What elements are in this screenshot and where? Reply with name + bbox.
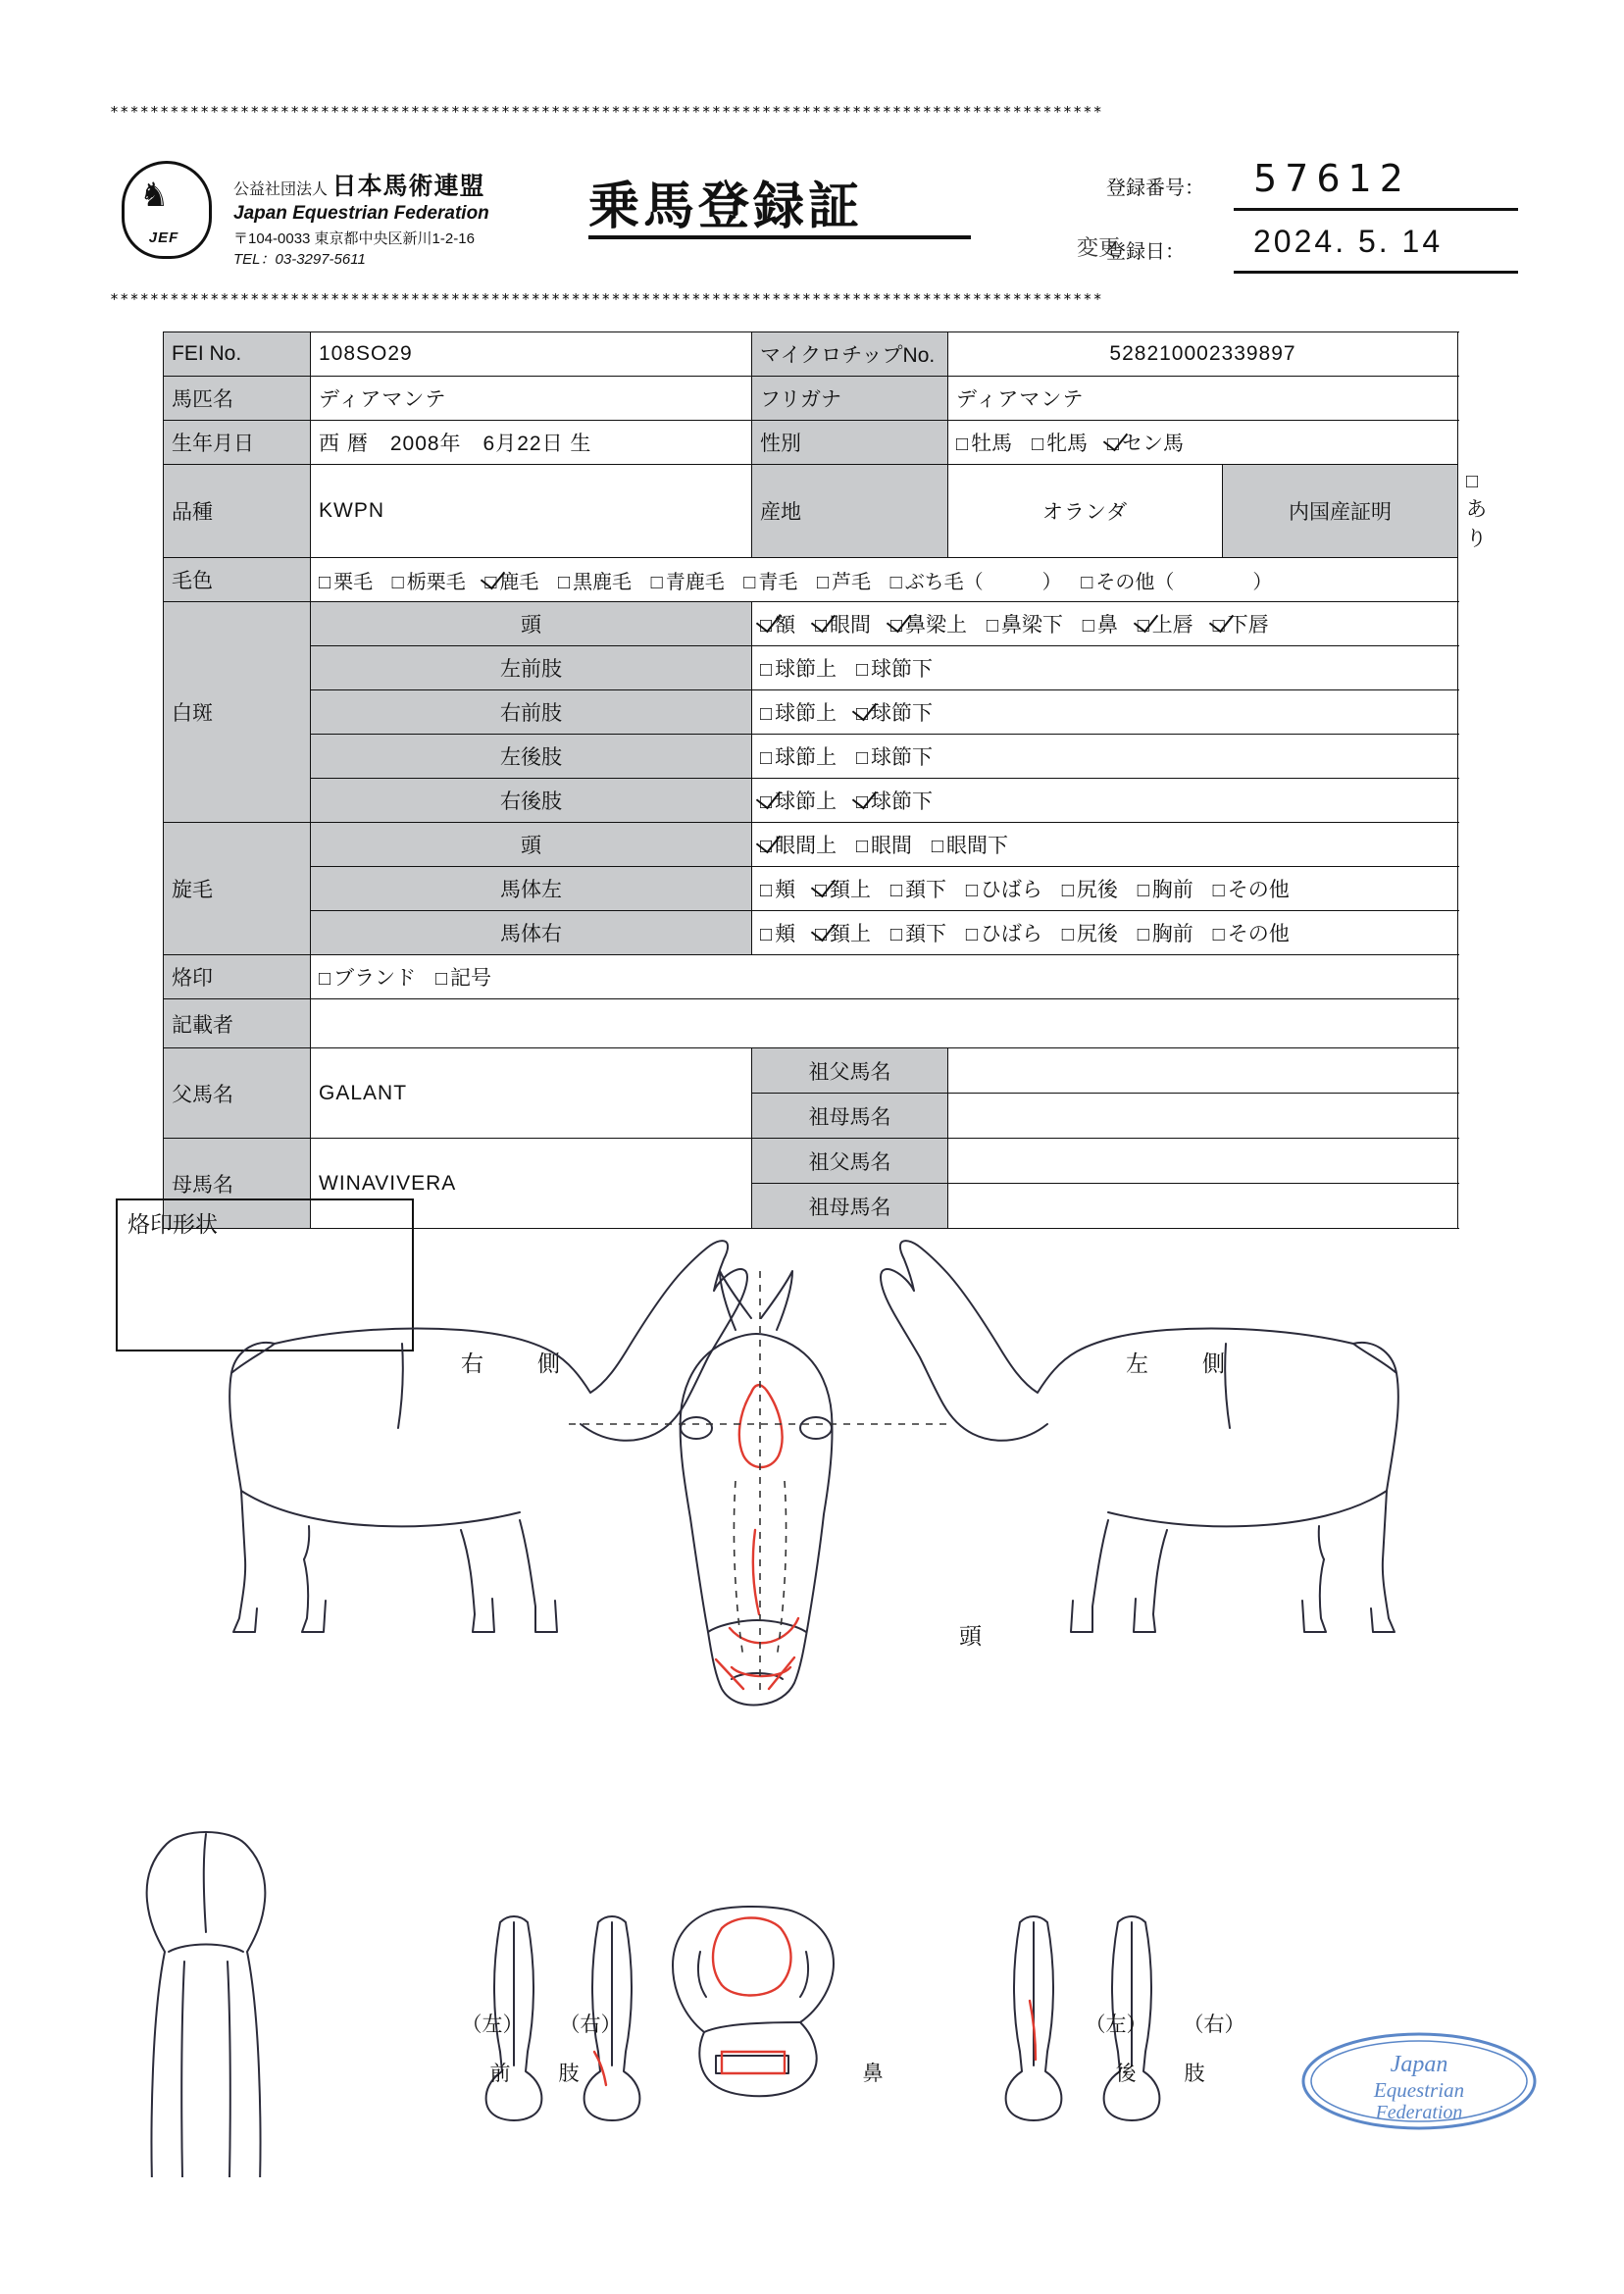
brand-option-symbol[interactable]: □ 記号: [434, 967, 492, 990]
sex-option-stallion[interactable]: □ 牡馬: [956, 433, 1013, 455]
svg-text:Federation: Federation: [1375, 2102, 1463, 2123]
dotted-rule-top: ***************************************************************************************************: [110, 103, 1103, 121]
table-row-brand: [164, 955, 1458, 999]
white-head-hitai[interactable]: □ 額: [760, 614, 796, 637]
registration-number-underline: [1234, 208, 1518, 211]
dam-granddam-label: 祖母馬名: [752, 1184, 948, 1229]
brand-option-brand[interactable]: □ ブランド: [319, 967, 417, 990]
white-row-lf: [164, 646, 1458, 690]
hind-limb-label: 後 肢: [1115, 2063, 1219, 2085]
horse-icon: ♞: [139, 177, 170, 214]
white-rf-below[interactable]: □ 球節下: [855, 702, 934, 725]
whorl-head-above-eyes[interactable]: □ 眼間上: [760, 835, 837, 857]
brand-options: [311, 955, 1458, 999]
whorl-left-cheek[interactable]: □ 頬: [760, 879, 796, 901]
sire-granddam-label: 祖母馬名: [752, 1094, 948, 1139]
whorl-row-head: [164, 823, 1458, 867]
sex-option-gelding[interactable]: □ セン馬: [1106, 433, 1184, 455]
whorl-right-neck-lower[interactable]: □ 頚下: [889, 923, 946, 945]
dam-grandsire-label: 祖父馬名: [752, 1139, 948, 1184]
table-row-dam-gs: [164, 1139, 1458, 1184]
coat-color-label: 毛色: [164, 558, 311, 602]
coat-option-buchige[interactable]: □ ぶち毛（ ）: [889, 571, 1062, 593]
white-part-right-hind: 右後肢: [311, 779, 752, 823]
dam-label: 母馬名: [164, 1139, 311, 1229]
coat-option-ashige[interactable]: □ 芦毛: [816, 571, 872, 593]
dotted-rule-bottom: ***************************************************************************************************: [110, 290, 1103, 308]
white-rf-options: [752, 690, 1458, 735]
whorl-left-neck-lower[interactable]: □ 頚下: [889, 879, 946, 901]
sex-options: [948, 421, 1458, 465]
coat-option-kurige[interactable]: □ 栗毛: [319, 571, 374, 593]
white-row-head: [164, 602, 1458, 646]
org-name-en: Japan Equestrian Federation: [233, 203, 489, 224]
table-row-coat: [164, 558, 1458, 602]
white-head-kashin[interactable]: □ 下唇: [1212, 614, 1269, 637]
dam-grandsire-value: [948, 1139, 1458, 1184]
white-rh-above[interactable]: □ 球節上: [760, 790, 837, 813]
sex-label: 性別: [752, 421, 948, 465]
jef-logo: [116, 157, 214, 255]
white-part-head: 頭: [311, 602, 752, 646]
brand-shape-label: 烙印形状: [127, 1211, 218, 1237]
breed-label: 品種: [164, 465, 311, 558]
furigana-label: フリガナ: [752, 377, 948, 421]
whorl-part-head: 頭: [311, 823, 752, 867]
org-prefix: 公益社団法人: [233, 181, 329, 198]
coat-option-kurokage[interactable]: □ 黒鹿毛: [557, 571, 633, 593]
whorl-part-body-right: 馬体右: [311, 911, 752, 955]
whorl-head-below-eyes[interactable]: □ 眼間下: [931, 835, 1008, 857]
whorl-left-other[interactable]: □ その他: [1212, 879, 1290, 901]
head-diagram-label: 頭: [959, 1623, 982, 1649]
white-head-biryo-shita[interactable]: □ 鼻梁下: [986, 614, 1063, 637]
domestic-certificate-label: 内国産証明: [1223, 465, 1458, 558]
org-tel: TEL：03-3297-5611: [233, 251, 366, 268]
horse-name-value: ディアマンテ: [311, 377, 752, 421]
nose-label: 鼻: [862, 2063, 884, 2085]
whorl-right-other[interactable]: □ その他: [1212, 923, 1290, 945]
jef-stamp: [1296, 2028, 1542, 2134]
whorl-right-cheek[interactable]: □ 頬: [760, 923, 796, 945]
whorl-right-chest[interactable]: □ 胸前: [1137, 923, 1193, 945]
left-side-label: 左 側: [1126, 1351, 1241, 1376]
white-lh-options: [752, 735, 1458, 779]
hind-left-label: （左）: [1085, 2014, 1147, 2036]
birth-label: 生年月日: [164, 421, 311, 465]
table-row-sire-gs: [164, 1048, 1458, 1094]
org-address: 〒104-0033 東京都中央区新川1-2-16: [233, 230, 475, 247]
white-row-rf: [164, 690, 1458, 735]
writer-label: 記載者: [164, 999, 311, 1048]
white-row-rh: [164, 779, 1458, 823]
whorl-head-between-eyes[interactable]: □ 眼間: [855, 835, 913, 857]
hind-right-label: （右）: [1183, 2014, 1245, 2036]
whorl-left-rear[interactable]: □ 尻後: [1061, 879, 1118, 901]
front-left-label: （左）: [461, 2014, 524, 2036]
title-underline: [588, 235, 971, 239]
whorl-row-left: [164, 867, 1458, 911]
white-part-left-hind: 左後肢: [311, 735, 752, 779]
logo-text: JEF: [148, 229, 179, 246]
whorl-right-rear[interactable]: □ 尻後: [1061, 923, 1118, 945]
furigana-value: ディアマンテ: [948, 377, 1458, 421]
horse-name-label: 馬匹名: [164, 377, 311, 421]
table-row-breed: [164, 465, 1458, 558]
sex-option-mare[interactable]: □ 牝馬: [1031, 433, 1089, 455]
whorl-left-chest[interactable]: □ 胸前: [1137, 879, 1193, 901]
whorl-part-body-left: 馬体左: [311, 867, 752, 911]
white-markings-label: 白斑: [164, 602, 311, 823]
white-head-biryo-ue[interactable]: □ 鼻梁上: [889, 614, 967, 637]
whorl-row-right: [164, 911, 1458, 955]
origin-label: 産地: [752, 465, 948, 558]
registration-date-value: 2024. 5. 14: [1253, 224, 1444, 259]
white-lf-options: [752, 646, 1458, 690]
white-part-left-fore: 左前肢: [311, 646, 752, 690]
registration-number-label: 登録番号：: [1106, 178, 1204, 199]
coat-option-aoge[interactable]: □ 青毛: [743, 571, 798, 593]
page-title: 乗馬登録証: [588, 178, 864, 235]
front-limb-label: 前 肢: [489, 2063, 593, 2085]
microchip-label: マイクロチップNo.: [752, 332, 948, 377]
white-head-gankan[interactable]: □ 眼間: [814, 614, 872, 637]
coat-option-aokage[interactable]: □ 青鹿毛: [650, 571, 725, 593]
fei-no-label: FEI No.: [164, 332, 311, 377]
table-row-fei: [164, 332, 1458, 377]
svg-text:Equestrian: Equestrian: [1373, 2078, 1465, 2102]
fei-no-value: 108SO29: [311, 332, 752, 377]
origin-value: オランダ: [948, 465, 1223, 558]
whorl-right-neck-upper[interactable]: □ 頚上: [814, 923, 872, 945]
front-right-label: （右）: [559, 2014, 622, 2036]
white-row-lh: [164, 735, 1458, 779]
right-side-label: 右 側: [461, 1351, 576, 1376]
breed-value: KWPN: [311, 465, 752, 558]
coat-color-options: [311, 558, 1458, 602]
whorl-head-options: [752, 823, 1458, 867]
coat-option-other[interactable]: □ その他（ ）: [1081, 571, 1273, 593]
sire-grandsire-label: 祖父馬名: [752, 1048, 948, 1094]
white-head-hana[interactable]: □ 鼻: [1082, 614, 1118, 637]
change-mark: 変更: [1077, 235, 1121, 260]
organization-block: [233, 167, 489, 269]
white-head-jowshin[interactable]: □ 上唇: [1137, 614, 1193, 637]
sire-value: GALANT: [311, 1048, 752, 1139]
whorl-left-options: [752, 867, 1458, 911]
registration-number-value: 57612: [1253, 157, 1411, 200]
brand-label: 烙印: [164, 955, 311, 999]
whorl-label: 旋毛: [164, 823, 311, 955]
writer-value: [311, 999, 1458, 1048]
sire-granddam-value: [948, 1094, 1458, 1139]
white-lf-above[interactable]: □ 球節上: [760, 658, 837, 681]
whorl-left-neck-upper[interactable]: □ 頚上: [814, 879, 872, 901]
white-lf-below[interactable]: □ 球節下: [855, 658, 934, 681]
table-row-name: [164, 377, 1458, 421]
white-rh-options: [752, 779, 1458, 823]
microchip-value: 528210002339897: [948, 332, 1458, 377]
table-row-birth: [164, 421, 1458, 465]
birth-value: 西 暦 2008年 6月22日 生: [311, 421, 752, 465]
sire-grandsire-value: [948, 1048, 1458, 1094]
whorl-left-flank[interactable]: □ ひばら: [965, 879, 1042, 901]
whorl-right-flank[interactable]: □ ひばら: [965, 923, 1042, 945]
horse-details-table: [163, 331, 1487, 1229]
coat-option-kage[interactable]: □ 鹿毛: [484, 571, 539, 593]
white-rf-above[interactable]: □ 球節上: [760, 702, 837, 725]
whorl-right-options: [752, 911, 1458, 955]
white-head-options: [752, 602, 1458, 646]
white-lh-above[interactable]: □ 球節上: [760, 746, 837, 769]
dam-granddam-value: [948, 1184, 1458, 1229]
table-row-writer: [164, 999, 1458, 1048]
white-rh-below[interactable]: □ 球節下: [855, 790, 934, 813]
svg-text:Japan: Japan: [1390, 2052, 1448, 2077]
registration-date-label: 登録日：: [1106, 241, 1185, 263]
coat-option-tochikurige[interactable]: □ 栃栗毛: [391, 571, 466, 593]
white-lh-below[interactable]: □ 球節下: [855, 746, 934, 769]
dam-value: WINAVIVERA: [311, 1139, 752, 1229]
white-part-right-fore: 右前肢: [311, 690, 752, 735]
sire-label: 父馬名: [164, 1048, 311, 1139]
registration-date-underline: [1234, 271, 1518, 274]
org-name-ja: 日本馬術連盟: [331, 173, 485, 200]
